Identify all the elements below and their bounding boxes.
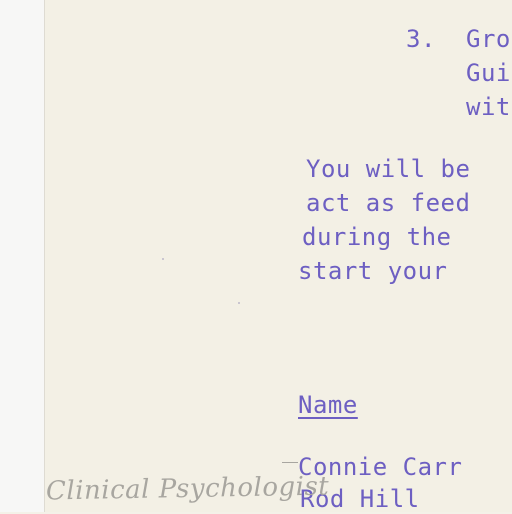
name-entry: Rod Hill [300,485,420,513]
handwritten-annotation: Clinical Psychologist [45,471,330,507]
paragraph-line: You will be [306,155,471,183]
item-line: Gro [466,25,511,53]
pencil-dash [282,462,298,463]
item-line: Gui [466,59,511,87]
paragraph-line: during the [302,223,452,251]
name-entry: Connie Carr [298,453,463,481]
paper-speck [238,302,240,304]
paragraph-line: start your [298,257,448,285]
names-heading: Name [298,391,358,419]
page-margin-strip [0,0,45,512]
item-line: wit [466,93,511,121]
paper-speck [162,258,164,260]
paragraph-line: act as feed [306,189,471,217]
item-number: 3. [406,25,436,53]
